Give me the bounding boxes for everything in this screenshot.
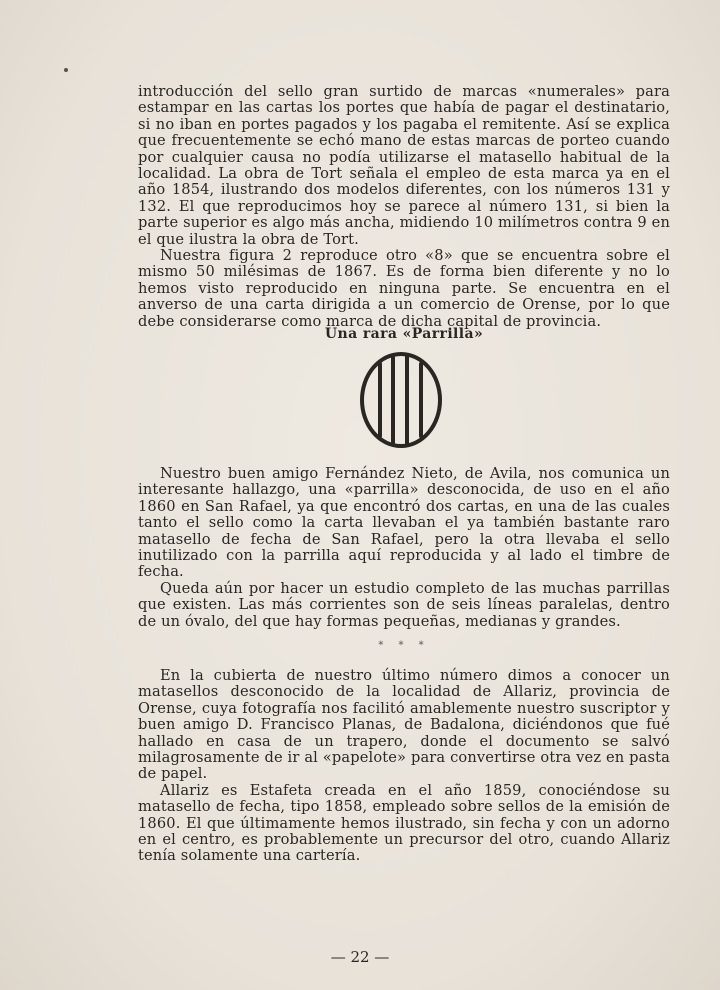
paragraph-figure-2: Nuestra figura 2 reproduce otro «8» que se encuentra sobre el mismo 50 milésimas de 1867. Es de forma bien diferente y no lo hemos visto reproducido en ninguna parte. Se encuentra en el anverso de una carta dirigida a un comercio de Orense, por lo que debe considerarse como marca de dicha capital de provincia. xyxy=(138,247,670,330)
section-separator: * * * xyxy=(378,640,430,651)
parrilla-illustration xyxy=(358,350,444,454)
paragraph-avila: Nuestro buen amigo Fernández Nieto, de Avila, nos comunica un interesante hallazgo, una «parrilla» desconocida, de uso en el año 1860 en San Rafael, ya que encontró dos cartas, en una de las cuales tanto el sello como la carta llevaban el ya también bastante raro matasello de fecha de San Rafael, pero la otra llevaba el sello inutilizado con la parrilla aquí reproducida y al lado el timbre de fecha. xyxy=(138,465,670,581)
paragraph-study: Queda aún por hacer un estudio completo de las muchas parrillas que existen. Las más corrientes son de seis líneas paralelas, dentro de un óvalo, del que hay formas pequeñas, medianas y grandes. xyxy=(138,579,670,630)
intro-block xyxy=(138,84,670,330)
paragraph-intro: introducción del sello gran surtido de marcas «numerales» para estampar en las cartas los portes que había de pagar el destinatario, si no iban en portes pagados y los pagaba el remitente. Así se explica que frecuentemente se echó mano de estas marcas de porteo cuando por cualquier causa no podía utilizarse el matasello habitual de la localidad. La obra de Tort señala el empleo de esta marca ya en el año 1854, ilustrando dos modelos diferentes, con los números 131 y 132. El que reproducimos hoy se parece al número 131, si bien la parte superior es algo más ancha, midiendo 10 milímetros contra 9 en el que ilustra la obra de Tort. xyxy=(138,83,670,248)
page-number: — 22 — xyxy=(330,948,390,966)
paragraph-allariz: Allariz es Estafeta creada en el año 1859, conociéndose su matasello de fecha, tipo 1858, empleado sobre sellos de la emisión de 1860. El que últimamente hemos ilustrado, sin fecha y con un adorno en el centro, es probablemente un precursor del otro, cuando Allariz tenía solamente una cartería. xyxy=(138,781,670,865)
section-title: Una rara «Parrilla» xyxy=(324,326,484,342)
allariz-block xyxy=(138,668,670,865)
parrilla-block xyxy=(138,466,670,630)
parrilla-postmark-icon xyxy=(358,350,444,450)
paragraph-cover: En la cubierta de nuestro último número dimos a conocer un matasellos desconocido de la localidad de Allariz, provincia de Orense, cuya fotografía nos facilitó amablemente nuestro suscriptor y buen amigo D. Francisco Planas, de Badalona, diciéndonos que fué hallado en casa de un trapero, donde el documento se salvó milagrosamente de ir al «papelote» para convertirse otra vez en pasta de papel. xyxy=(138,667,670,783)
scan-speck xyxy=(64,68,68,72)
